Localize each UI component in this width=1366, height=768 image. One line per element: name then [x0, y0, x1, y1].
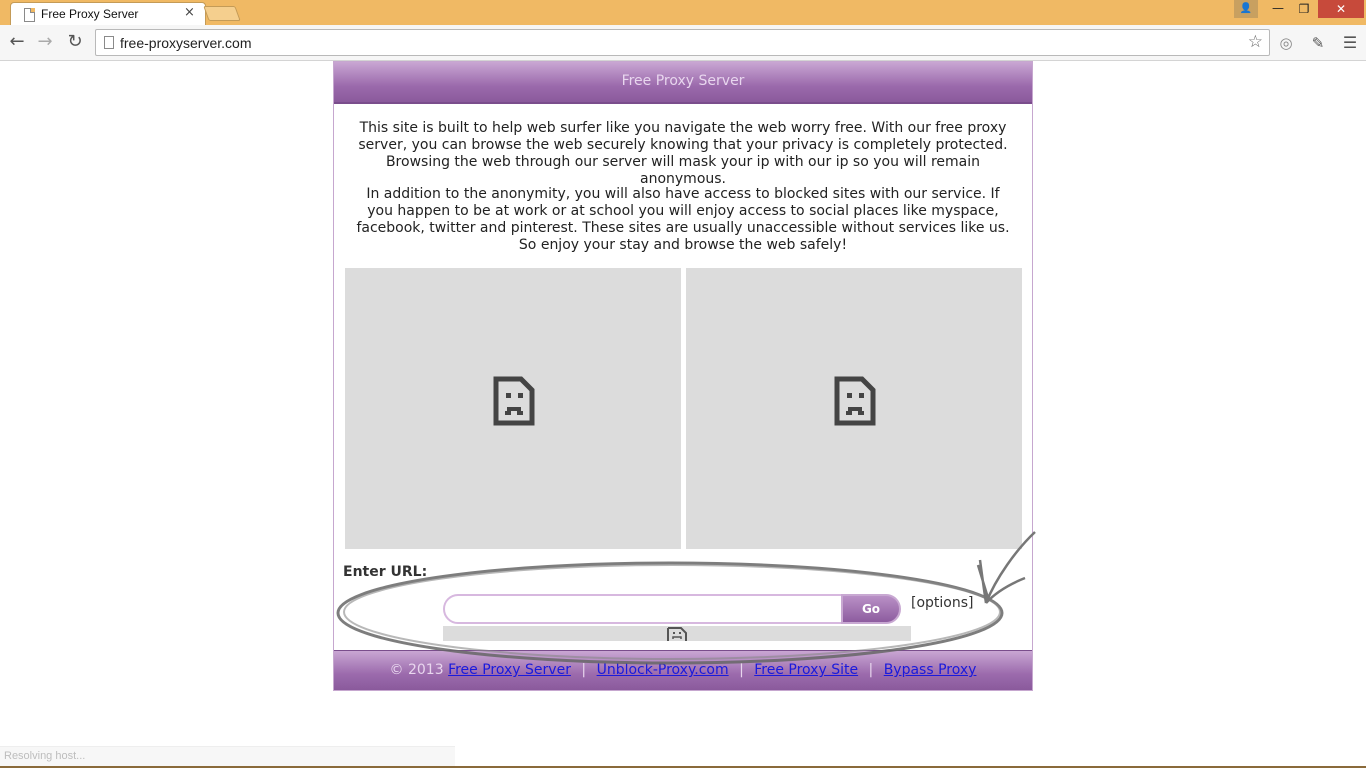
status-bar [0, 746, 455, 768]
footer-link-bypass-proxy[interactable]: Bypass Proxy [883, 662, 977, 678]
ad-placeholder-right[interactable] [686, 268, 1022, 549]
page-icon [24, 8, 35, 22]
footer-link-free-proxy-site[interactable]: Free Proxy Site [754, 662, 859, 678]
user-profile-icon[interactable]: 👤 [1234, 0, 1258, 18]
new-tab-button[interactable] [203, 6, 240, 21]
ad-placeholder-left[interactable] [345, 268, 681, 549]
footer-separator: | [739, 662, 744, 678]
options-link[interactable]: [options] [911, 595, 974, 611]
bookmark-star-icon[interactable]: ☆ [1247, 32, 1263, 52]
site-title: Free Proxy Server [621, 73, 745, 89]
footer-separator: | [581, 662, 587, 678]
browser-title-bar [0, 0, 1366, 25]
broken-image-icon [493, 376, 535, 426]
go-button[interactable]: Go [841, 594, 901, 624]
intro-paragraph: This site is built to help web surfer like you navigate the web worry free. With our free proxy server, you can browse the web securely knowing that your privacy is completely protected. Browsing the web through our server will mask your ip with our ip so you will remain anonymous. [358, 120, 1008, 187]
reload-icon[interactable]: ↻ [67, 31, 83, 52]
page-icon [104, 36, 114, 49]
menu-icon[interactable]: ☰ [1342, 33, 1358, 52]
address-bar[interactable] [95, 29, 1270, 56]
footer-link-free-proxy-server[interactable]: Free Proxy Server [448, 662, 571, 678]
tab-close-icon[interactable]: × [184, 5, 195, 20]
footer-link-unblock-proxy[interactable]: Unblock-Proxy.com [596, 662, 729, 678]
broken-image-icon [834, 376, 876, 426]
extension-icon[interactable]: ◎ [1279, 34, 1293, 52]
minimize-button[interactable]: — [1272, 1, 1284, 15]
anonymity-paragraph: In addition to the anonymity, you will also have access to blocked sites with our service. If you happen to be at work or at school you will enjoy access to social places like myspace, facebook, twitter and pinterest. These sites are usually unaccessible without services like us. So enjoy your stay and browse the web safely! [356, 186, 1010, 253]
tab-title: Free Proxy Server [41, 7, 139, 21]
broken-image-icon [665, 626, 689, 641]
address-url[interactable]: free-proxyserver.com [120, 35, 252, 51]
eyedropper-icon[interactable]: ✎ [1311, 34, 1325, 52]
url-input[interactable] [443, 594, 843, 624]
status-text: Resolving host... [4, 750, 86, 762]
site-footer [334, 650, 1032, 690]
close-window-button[interactable]: ✕ [1318, 0, 1364, 18]
url-label: Enter URL: [343, 564, 428, 580]
browser-toolbar [0, 25, 1366, 61]
forward-arrow-icon[interactable]: → [37, 31, 53, 52]
copyright-text: © 2013 [389, 662, 444, 678]
browser-tab[interactable] [10, 2, 206, 26]
page-container [333, 61, 1033, 691]
site-header [334, 62, 1032, 104]
footer-separator: | [868, 662, 874, 678]
restore-button[interactable]: ❐ [1298, 2, 1310, 16]
back-arrow-icon[interactable]: ← [9, 31, 25, 52]
small-ad-placeholder[interactable] [443, 626, 911, 641]
